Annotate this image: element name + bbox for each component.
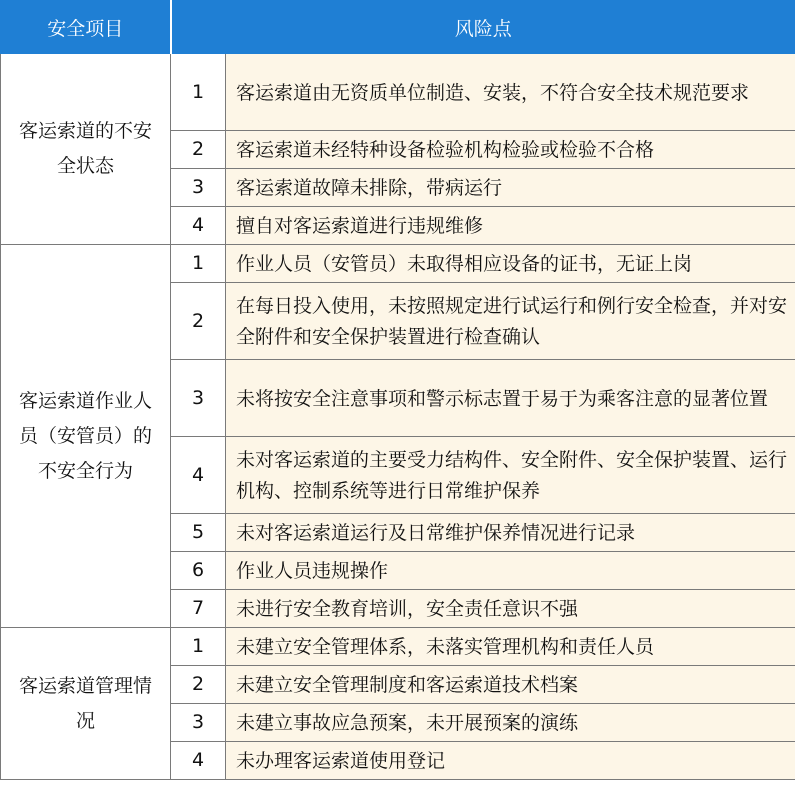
risk-text: 未办理客运索道使用登记 (226, 742, 795, 780)
row-number: 2 (171, 666, 226, 704)
table-row (1, 628, 795, 666)
risk-text: 未进行安全教育培训，安全责任意识不强 (226, 590, 795, 628)
row-number: 1 (171, 54, 226, 131)
row-number: 7 (171, 590, 226, 628)
row-number: 3 (171, 169, 226, 207)
row-number: 2 (171, 131, 226, 169)
row-number: 2 (171, 283, 226, 360)
risk-text: 客运索道由无资质单位制造、安装，不符合安全技术规范要求 (226, 54, 795, 131)
risk-text: 未将按安全注意事项和警示标志置于易于为乘客注意的显著位置 (226, 360, 795, 437)
risk-text: 作业人员（安管员）未取得相应设备的证书，无证上岗 (226, 245, 795, 283)
row-number: 3 (171, 704, 226, 742)
row-number: 4 (171, 437, 226, 514)
category-cell: 客运索道管理情况 (1, 628, 171, 780)
risk-text: 未建立事故应急预案，未开展预案的演练 (226, 704, 795, 742)
row-number: 1 (171, 245, 226, 283)
risk-text: 未对客运索道运行及日常维护保养情况进行记录 (226, 514, 795, 552)
row-number: 5 (171, 514, 226, 552)
risk-text: 擅自对客运索道进行违规维修 (226, 207, 795, 245)
table-row (1, 245, 795, 283)
category-cell: 客运索道的不安全状态 (1, 54, 171, 245)
risk-text: 未对客运索道的主要受力结构件、安全附件、安全保护装置、运行机构、控制系统等进行日常维护保养 (226, 437, 795, 514)
row-number: 3 (171, 360, 226, 437)
row-number: 4 (171, 207, 226, 245)
risk-text: 作业人员违规操作 (226, 552, 795, 590)
risk-text: 客运索道未经特种设备检验机构检验或检验不合格 (226, 131, 795, 169)
risk-text: 在每日投入使用，未按照规定进行试运行和例行安全检查，并对安全附件和安全保护装置进行检查确认 (226, 283, 795, 360)
row-number: 6 (171, 552, 226, 590)
table-row (1, 54, 795, 131)
row-number: 1 (171, 628, 226, 666)
header-row (1, 1, 795, 54)
risk-text: 未建立安全管理制度和客运索道技术档案 (226, 666, 795, 704)
risk-text: 客运索道故障未排除，带病运行 (226, 169, 795, 207)
risk-text: 未建立安全管理体系，未落实管理机构和责任人员 (226, 628, 795, 666)
header-safety-item: 安全项目 (1, 1, 171, 54)
category-cell: 客运索道作业人员（安管员）的不安全行为 (1, 245, 171, 628)
header-risk-point: 风险点 (171, 1, 795, 54)
row-number: 4 (171, 742, 226, 780)
